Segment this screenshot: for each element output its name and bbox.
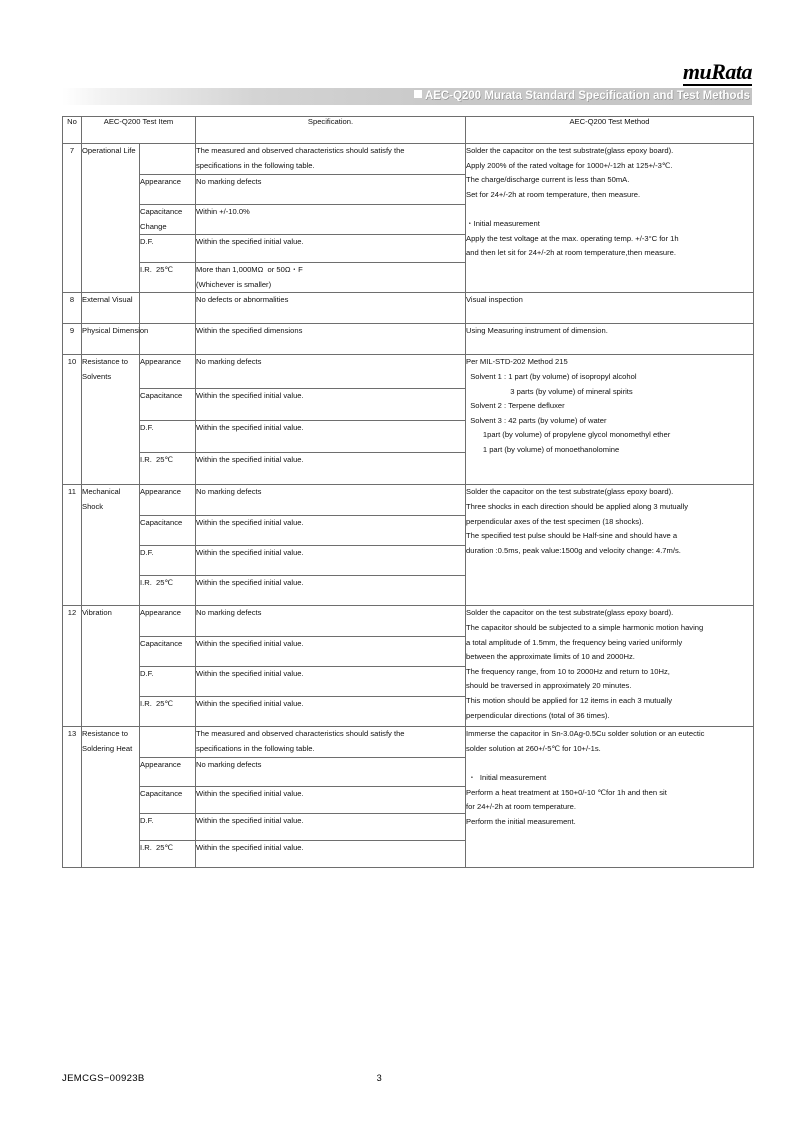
text-line: I.R. 25℃	[140, 843, 174, 853]
sub-item-text	[140, 758, 195, 773]
test-item-text	[82, 144, 139, 159]
text-line: The capacitor should be subjected to a simple harmonic motion having	[466, 622, 704, 632]
sub-item-text	[140, 841, 195, 856]
test-item-name	[82, 293, 140, 324]
sub-item-label	[140, 421, 196, 453]
text-line: D.F.	[140, 548, 154, 558]
sub-item-label	[140, 546, 196, 576]
text-line: No marking defects	[196, 357, 262, 367]
sub-item-label	[140, 667, 196, 697]
sub-item-text	[140, 205, 195, 234]
table-header-row	[63, 117, 754, 144]
specification-text	[196, 667, 466, 697]
row-number: 10	[63, 355, 82, 485]
sub-item-label	[140, 758, 196, 787]
sub-item-label	[140, 263, 196, 293]
table-body	[63, 144, 754, 868]
spec-lines	[196, 546, 465, 561]
text-line: Perform a heat treatment at 150+0/-10 ℃for 1h and then sit	[466, 787, 667, 797]
table-row	[63, 727, 754, 758]
test-method-text	[466, 485, 754, 606]
text-line: D.F.	[140, 669, 154, 679]
sub-item-text	[140, 453, 195, 468]
test-item-text	[82, 324, 149, 339]
text-line: 3 parts (by volume) of mineral spirits	[466, 386, 633, 396]
sub-item-label	[140, 389, 196, 421]
test-item-name	[82, 727, 140, 868]
text-line: Solder the capacitor on the test substrate(glass epoxy board).	[466, 487, 674, 497]
table-row	[63, 485, 754, 516]
sub-item-label	[140, 814, 196, 841]
sub-item-text	[140, 421, 195, 436]
text-line: D.F.	[140, 816, 154, 826]
text-line: Visual inspection	[466, 295, 523, 305]
column-header-test-method: AEC-Q200 Test Method	[466, 117, 754, 144]
table-row	[63, 324, 754, 355]
text-line: Capacitance	[140, 789, 183, 799]
sub-item-text	[140, 263, 195, 278]
text-line: Change	[140, 221, 167, 231]
spec-lines	[196, 324, 465, 339]
row-number: 7	[63, 144, 82, 293]
spec-lines	[196, 235, 465, 250]
sub-item-text	[140, 637, 195, 652]
text-line: Solvents	[82, 371, 112, 381]
text-line: Within the specified initial value.	[196, 237, 304, 247]
sub-item-label	[140, 453, 196, 485]
spec-lines	[196, 175, 465, 190]
method-lines	[466, 144, 753, 261]
text-line: for 24+/-2h at room temperature.	[466, 802, 576, 812]
sub-item-label	[140, 205, 196, 235]
sub-item-label	[140, 175, 196, 205]
table-row	[63, 606, 754, 637]
text-line: Appearance	[140, 487, 181, 497]
specification-text	[196, 389, 466, 421]
test-item-text	[82, 727, 139, 756]
text-line: Within the specified initial value.	[196, 699, 304, 709]
text-line: Within the specified initial value.	[196, 816, 304, 826]
specification-text	[196, 355, 466, 389]
sub-item-label	[140, 606, 196, 637]
text-line: Resistance to	[82, 357, 129, 367]
spec-lines	[196, 263, 465, 292]
sub-item-text	[140, 355, 195, 370]
text-line: This motion should be applied for 12 items in each 3 mutually	[466, 695, 672, 705]
sub-item-text	[140, 389, 195, 404]
text-line: ・Initial measurement	[466, 218, 540, 228]
text-line: The measured and observed characteristics should satisfy the	[196, 729, 405, 739]
spec-table	[62, 116, 754, 868]
spec-lines	[196, 667, 465, 682]
text-line: The specified test pulse should be Half-sine and should have a	[466, 531, 678, 541]
sub-item-text	[140, 175, 195, 190]
test-method-text	[466, 355, 754, 485]
spec-lines	[196, 421, 465, 436]
text-line: Within the specified initial value.	[196, 548, 304, 558]
text-line: specifications in the following table.	[196, 160, 315, 170]
text-line: Capacitance	[140, 518, 183, 528]
text-line: Soldering Heat	[82, 743, 133, 753]
sub-item-label	[140, 841, 196, 868]
text-line: Capacitance	[140, 207, 183, 216]
specification-text	[196, 235, 466, 263]
sub-item-label	[140, 144, 196, 175]
text-line: Appearance	[140, 760, 181, 770]
sub-item-text	[140, 485, 195, 500]
test-item-text	[82, 485, 139, 514]
text-line: Within the specified initial value.	[196, 843, 304, 853]
table-row	[63, 144, 754, 175]
spec-table-wrapper	[62, 116, 753, 868]
spec-lines	[196, 697, 465, 712]
spec-lines	[196, 727, 465, 756]
row-number: 13	[63, 727, 82, 868]
text-line	[466, 757, 753, 772]
row-number: 8	[63, 293, 82, 324]
text-line: The measured and observed characteristics should satisfy the	[196, 146, 405, 155]
specification-text	[196, 787, 466, 814]
text-line: Within the specified dimensions	[196, 326, 303, 336]
spec-lines	[196, 293, 465, 308]
text-line: solder solution at 260+/-5℃ for 10+/-1s.	[466, 743, 601, 753]
specification-text	[196, 697, 466, 727]
spec-lines	[196, 841, 465, 856]
specification-text	[196, 576, 466, 606]
sub-item-label	[140, 293, 196, 324]
spec-lines	[196, 355, 465, 370]
test-method-text	[466, 324, 754, 355]
specification-text	[196, 144, 466, 175]
specification-text	[196, 516, 466, 546]
column-header-specification: Specification.	[196, 117, 466, 144]
text-line: No marking defects	[196, 608, 262, 618]
test-method-text	[466, 293, 754, 324]
test-method-text	[466, 144, 754, 293]
specification-text	[196, 421, 466, 453]
test-item-text	[82, 355, 139, 384]
spec-lines	[196, 485, 465, 500]
sub-item-label	[140, 235, 196, 263]
sub-item-text	[140, 546, 195, 561]
text-line: 1part (by volume) of propylene glycol monomethyl ether	[466, 430, 671, 440]
sub-item-label	[140, 727, 196, 758]
specification-text	[196, 606, 466, 637]
sub-item-label	[140, 355, 196, 389]
table-head	[63, 117, 754, 144]
sub-item-text	[140, 667, 195, 682]
text-line: Resistance to	[82, 729, 129, 739]
text-line: Mechanical	[82, 487, 121, 497]
text-line: (Whichever is smaller)	[196, 279, 272, 289]
table-row	[63, 355, 754, 389]
text-line: Apply the test voltage at the max. operating temp. +/-3°C for 1h	[466, 233, 679, 243]
murata-logo	[683, 60, 752, 86]
sub-item-text	[140, 235, 195, 250]
test-item-name	[82, 355, 140, 485]
specification-text	[196, 205, 466, 235]
text-line: Solvent 3 : 42 parts (by volume) of water	[466, 415, 607, 425]
test-item-text	[82, 606, 139, 621]
text-line: Within the specified initial value.	[196, 518, 304, 528]
text-line: Set for 24+/-2h at room temperature, then measure.	[466, 189, 641, 199]
spec-lines	[196, 389, 465, 404]
text-line: D.F.	[140, 237, 154, 247]
sub-item-label	[140, 576, 196, 606]
specification-text	[196, 758, 466, 787]
text-line: Using Measuring instrument of dimension.	[466, 326, 608, 336]
text-line: D.F.	[140, 423, 154, 433]
text-line: duration :0.5ms, peak value:1500g and velocity change: 4.7m/s.	[466, 545, 681, 555]
text-line: Within +/-10.0%	[196, 207, 250, 216]
table-row	[63, 293, 754, 324]
specification-text	[196, 324, 466, 355]
text-line	[466, 202, 753, 217]
row-number: 11	[63, 485, 82, 606]
header-title-wrapper	[414, 88, 750, 105]
method-lines	[466, 727, 753, 829]
test-item-name	[82, 144, 140, 293]
text-line: specifications in the following table.	[196, 743, 315, 753]
specification-text	[196, 546, 466, 576]
sub-item-label	[140, 516, 196, 546]
text-line: Within the specified initial value.	[196, 639, 304, 649]
specification-text	[196, 841, 466, 868]
test-method-text	[466, 727, 754, 868]
text-line: Within the specified initial value.	[196, 789, 304, 799]
text-line: Within the specified initial value.	[196, 455, 304, 465]
spec-lines	[196, 637, 465, 652]
column-header-test-item: AEC-Q200 Test Item	[82, 117, 196, 144]
text-line: Apply 200% of the rated voltage for 1000+/-12h at 125+/-3℃.	[466, 160, 673, 170]
specification-text	[196, 727, 466, 758]
text-line: should be traversed in approximately 20 minutes.	[466, 681, 632, 691]
header-title: AEC-Q200 Murata Standard Specification and Test Methods	[424, 90, 750, 102]
header-band	[62, 88, 752, 105]
sub-item-label	[140, 697, 196, 727]
text-line: Operational Life	[82, 146, 136, 155]
text-line: Solder the capacitor on the test substrate(glass epoxy board).	[466, 608, 674, 618]
text-line: between the approximate limits of 10 and 2000Hz.	[466, 652, 635, 662]
text-line: Capacitance	[140, 639, 183, 649]
text-line: ・ Initial measurement	[466, 773, 547, 783]
text-line: The frequency range, from 10 to 2000Hz and return to 10Hz,	[466, 666, 670, 676]
sub-item-label	[140, 637, 196, 667]
specification-text	[196, 485, 466, 516]
text-line: I.R. 25℃	[140, 265, 174, 275]
text-line: and then let sit for 24+/-2h at room temperature,then measure.	[466, 248, 676, 258]
text-line: More than 1,000MΩ or 50Ω・F	[196, 265, 303, 275]
method-lines	[466, 355, 753, 457]
sub-item-text	[140, 576, 195, 591]
text-line: External Visual	[82, 295, 133, 305]
test-item-text	[82, 293, 139, 308]
spec-lines	[196, 606, 465, 621]
text-line: Within the specified initial value.	[196, 578, 304, 588]
text-line: Appearance	[140, 177, 181, 186]
text-line: Per MIL-STD-202 Method 215	[466, 357, 568, 367]
specification-text	[196, 637, 466, 667]
logo-text: muRata	[682, 59, 752, 84]
spec-lines	[196, 576, 465, 591]
text-line: Vibration	[82, 608, 112, 618]
square-bullet-icon	[414, 90, 422, 98]
sub-item-text	[140, 787, 195, 802]
method-lines	[466, 293, 753, 308]
text-line: Appearance	[140, 357, 181, 367]
row-number: 12	[63, 606, 82, 727]
text-line: No marking defects	[196, 177, 262, 186]
sub-item-label	[140, 485, 196, 516]
row-number: 9	[63, 324, 82, 355]
text-line: Solder the capacitor on the test substrate(glass epoxy board).	[466, 146, 674, 155]
specification-text	[196, 814, 466, 841]
text-line: a total amplitude of 1.5mm, the frequency being varied uniformly	[466, 637, 683, 647]
specification-text	[196, 175, 466, 205]
text-line: I.R. 25℃	[140, 699, 174, 709]
spec-lines	[196, 144, 465, 173]
test-item-name	[82, 324, 149, 355]
text-line: Appearance	[140, 608, 181, 618]
spec-lines	[196, 814, 465, 829]
column-header-no: No	[63, 117, 82, 144]
page-number: 3	[376, 1073, 382, 1083]
sub-item-text	[140, 814, 195, 829]
text-line: Solvent 2 : Terpene defluxer	[466, 401, 565, 411]
method-lines	[466, 485, 753, 558]
test-item-name	[82, 606, 140, 727]
text-line: No defects or abnormalities	[196, 295, 289, 305]
text-line: Within the specified initial value.	[196, 391, 304, 401]
text-line: The charge/discharge current is less than 50mA.	[466, 175, 630, 185]
spec-lines	[196, 787, 465, 802]
specification-text	[196, 263, 466, 293]
text-line: No marking defects	[196, 487, 262, 497]
text-line: Capacitance	[140, 391, 183, 401]
text-line: No marking defects	[196, 760, 262, 770]
text-line: 1 part (by volume) of monoethanolomine	[466, 444, 620, 454]
spec-lines	[196, 453, 465, 468]
text-line: Three shocks in each direction should be applied along 3 mutually	[466, 501, 689, 511]
specification-text	[196, 293, 466, 324]
sub-item-label	[140, 787, 196, 814]
text-line: I.R. 25℃	[140, 578, 174, 588]
text-line: Within the specified initial value.	[196, 423, 304, 433]
specification-text	[196, 453, 466, 485]
spec-lines	[196, 205, 465, 220]
test-method-text	[466, 606, 754, 727]
text-line: Shock	[82, 501, 104, 511]
spec-lines	[196, 516, 465, 531]
spec-lines	[196, 758, 465, 773]
document-number: JEMCGS−00923B	[62, 1073, 145, 1084]
sub-item-text	[140, 697, 195, 712]
sub-item-text	[140, 516, 195, 531]
text-line: Within the specified initial value.	[196, 669, 304, 679]
method-lines	[466, 324, 753, 339]
text-line: perpendicular axes of the test specimen (18 shocks).	[466, 516, 644, 526]
text-line: perpendicular directions (total of 36 times).	[466, 710, 610, 720]
text-line: Perform the initial measurement.	[466, 816, 576, 826]
sub-item-text	[140, 606, 195, 621]
text-line: Solvent 1 : 1 part (by volume) of isopropyl alcohol	[466, 371, 637, 381]
text-line: I.R. 25℃	[140, 455, 174, 465]
method-lines	[466, 606, 753, 723]
text-line: Immerse the capacitor in Sn-3.0Ag-0.5Cu solder solution or an eutectic	[466, 729, 705, 739]
test-item-name	[82, 485, 140, 606]
text-line: Physical Dimension	[82, 326, 149, 336]
